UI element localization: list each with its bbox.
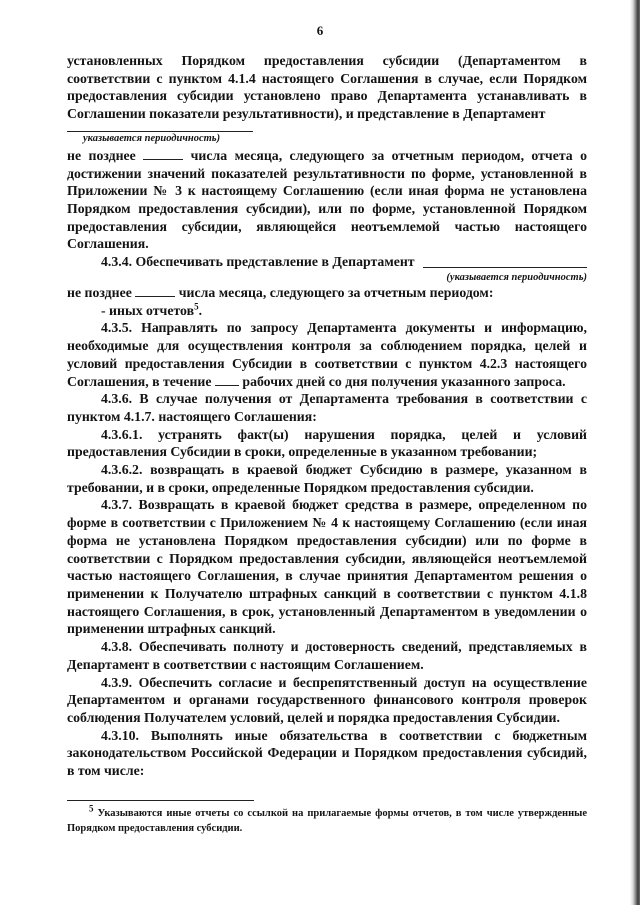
paragraph-4-3-8: 4.3.8. Обеспечивать полноту и достоверность сведений, представляемых в Департамент в соответствии с настоящим Соглашением. xyxy=(67,639,587,672)
scan-edge xyxy=(630,0,640,905)
paragraph-4-3-7: 4.3.7. Возвращать в краевой бюджет средства в размере, определенном по форме в соответствии с Приложением № 4 к настоящему Соглашению (если иная форма не установлена Порядком предоставления субсидии) или по форме в соответствии с Порядком предоставления субсидии, являющейся неотъемлемой частью настоящего Соглашения, в случае принятия Департаментом решения о применении к Получателю штрафных санкций в соответствии с пунктом 4.1.8 настоящего Соглашения, в срок, установленный Департаментом в уведомлении о применении штрафных санкций. xyxy=(67,497,587,637)
clause-4-3-5-end: рабочих дней со дня получения указанного запроса. xyxy=(242,373,566,389)
footnote-text: Указываются иные отчеты со ссылкой на прилагаемые формы отчетов, в том числе утвержденные Порядком предоставления субсидии. xyxy=(67,808,587,834)
report-deadline-text: числа месяца, следующего за отчетным периодом, отчета о достижении значений показателей результативности по форме, установленной в Приложении № 3 к настоящему Соглашению (если иная форма не установлена Порядком предоставления субсидии), или по форме, установленной Порядком предоставления субсидии, являющейся неотъемлемой частью настоящего Соглашения. xyxy=(67,147,587,252)
periodicity-blank xyxy=(423,253,587,268)
day-blank xyxy=(143,147,183,160)
other-reports-item xyxy=(67,302,587,320)
not-later-label: не позднее xyxy=(67,147,136,163)
clause-4-3-5-text: 4.3.5. Направлять по запросу Департамента документы и информацию, необходимые для осуществления контроля за соблюдением порядка, целей и условий предоставления Субсидии в соответствии с пунктом 4.2.3 настоящего Соглашения, в течение xyxy=(67,320,587,389)
paragraph-4-3-10: 4.3.10. Выполнять иные обязательства в соответствии с бюджетным законодательством Российской Федерации и Порядком предоставления субсидий, в том числе: xyxy=(67,727,587,779)
paragraph-4-3-6-2: 4.3.6.2. возвращать в краевой бюджет Субсидию в размере, указанном в требовании, и в сроки, определенные Порядком предоставления субсидии. xyxy=(67,462,587,495)
paragraph-4-3-6: 4.3.6. В случае получения от Департамента требования в соответствии с пунктом 4.1.7. настоящего Соглашения: xyxy=(67,391,587,424)
other-reports-text: - иных отчетов xyxy=(101,302,195,318)
other-reports-end: . xyxy=(198,302,203,318)
document-body xyxy=(67,52,587,780)
footnote-ref: 5 xyxy=(194,301,199,312)
paragraph-4-3-5 xyxy=(67,319,587,390)
footnote-separator xyxy=(67,800,254,801)
days-blank xyxy=(215,373,239,386)
paragraph-4-3-4 xyxy=(67,253,587,271)
day-blank-2 xyxy=(135,284,175,297)
paragraph-4-3-6-1: 4.3.6.1. устранять факт(ы) нарушения порядка, целей и условий предоставления Субсидии в сроки, определенные в указанном требовании; xyxy=(67,426,587,460)
paragraph-4-3-9: 4.3.9. Обеспечить согласие и беспрепятственный доступ на осуществление Департаментом и органами государственного финансового контроля проверок соблюдения Получателем условий, целей и порядка предоставления Субсидии. xyxy=(67,674,587,725)
other-deadline-text: числа месяца, следующего за отчетным периодом: xyxy=(178,285,494,301)
periodicity-hint: указывается периодичность) xyxy=(83,132,221,144)
not-later-label-2: не позднее xyxy=(67,285,132,301)
paragraph-continuation: установленных Порядком предоставления субсидии (Департаментом в соответствии с пунктом 4.1.4 настоящего Соглашения в случае, если Порядком предоставления субсидии установлено право Департамента устанавливать в Соглашении показатели результативности), и представление в Департамент xyxy=(67,53,587,122)
page-number: 6 xyxy=(316,23,324,38)
paragraph-report-deadline xyxy=(67,147,587,253)
periodicity-hint-2: (указывается периодичность) xyxy=(446,272,587,284)
clause-4-3-4-text: 4.3.4. Обеспечивать представление в Департамент xyxy=(101,254,415,270)
footnote-marker: 5 xyxy=(89,803,94,814)
paragraph-other-deadline xyxy=(67,284,587,302)
footnote xyxy=(67,803,587,836)
